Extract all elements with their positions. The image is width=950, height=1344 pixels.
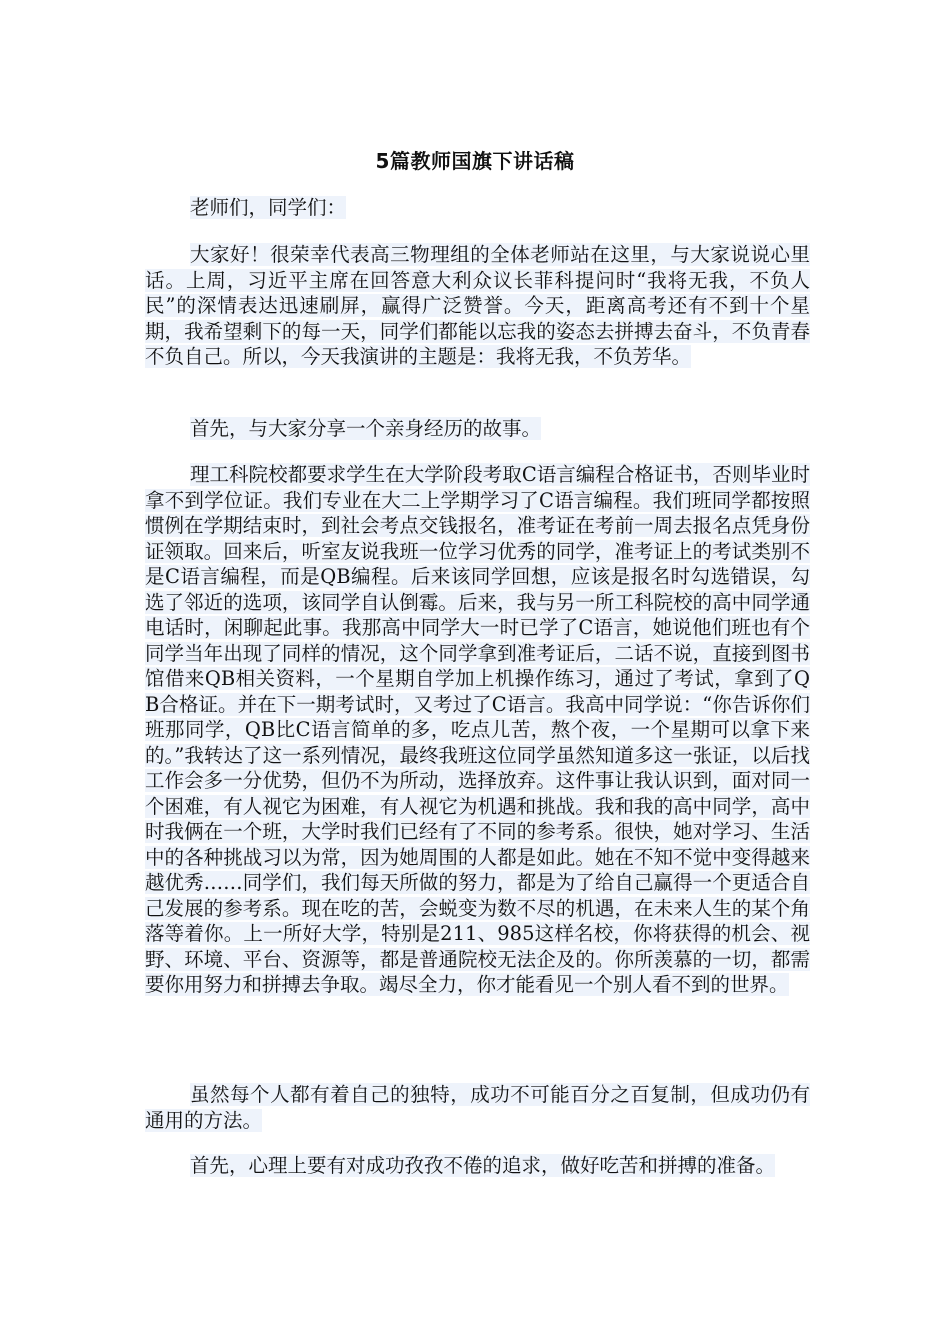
intro-paragraph: [145, 242, 810, 370]
method-text: 虽然每个人都有着自己的独特，成功不可能百分之百复制，但成功仍有通用的方法。: [145, 1083, 810, 1132]
story-lead-paragraph: [145, 416, 810, 442]
intro-text: 大家好！很荣幸代表高三物理组的全体老师站在这里，与大家说说心里话。上周，习近平主席在回答意大利众议长菲科提问时“我将无我，不负人民”的深情表达迅速刷屏，赢得广泛赞誉。今天，距离高考还有不到十个星期，我希望剩下的每一天，同学们都能以忘我的姿态去拼搏去奋斗，不负青春不负自己。所以，今天我演讲的主题是：我将无我，不负芳华。: [145, 243, 810, 368]
document-title: 5篇教师国旗下讲话稿: [375, 149, 575, 173]
greeting-text: 老师们，同学们：: [190, 196, 347, 219]
story-paragraph: [145, 462, 810, 998]
mindset-text: 首先，心理上要有对成功孜孜不倦的追求，做好吃苦和拼搏的准备。: [190, 1154, 776, 1177]
mindset-paragraph: [145, 1153, 810, 1179]
method-paragraph: [145, 1082, 810, 1133]
story-lead-text: 首先，与大家分享一个亲身经历的故事。: [190, 417, 542, 440]
story-text: 理工科院校都要求学生在大学阶段考取C语言编程合格证书，否则毕业时拿不到学位证。我们专业在大二上学期学习了C语言编程。我们班同学都按照惯例在学期结束时，到社会考点交钱报名，准考证在考前一周去报名点凭身份证领取。回来后，听室友说我班一位学习优秀的同学，准考证上的考试类别不是C语言编程，而是QB编程。后来该同学回想，应该是报名时勾选错误，勾选了邻近的选项，该同学自认倒霉。后来，我与另一所工科院校的高中同学通电话时，闲聊起此事。我那高中同学大一时已学了C语言，她说他们班也有个同学当年出现了同样的情况，这个同学拿到准考证后，二话不说，直接到图书馆借来QB相关资料，一个星期自学加上机操作练习，通过了考试，拿到了QB合格证。并在下一期考试时，又考过了C语言。我高中同学说：“你告诉你们班那同学，QB比C语言简单的多，吃点儿苦，熬个夜，一个星期可以拿下来的。”我转达了这一系列情况，最终我班这位同学虽然知道多这一张证，以后找工作会多一分优势，但仍不为所动，选择放弃。这件事让我认识到，面对同一个困难，有人视它为困难，有人视它为机遇和挑战。我和我的高中同学，高中时我俩在一个班，大学时我们已经有了不同的参考系。很快，她对学习、生活中的各种挑战习以为常，因为她周围的人都是如此。她在不知不觉中变得越来越优秀……同学们，我们每天所做的努力，都是为了给自己赢得一个更适合自己发展的参考系。现在吃的苦，会蜕变为数不尽的机遇，在未来人生的某个角落等着你。上一所好大学，特别是211、985这样名校，你将获得的机会、视野、环境、平台、资源等，都是普通院校无法企及的。你所羡慕的一切，都需要你用努力和拼搏去争取。竭尽全力，你才能看见一个别人看不到的世界。: [145, 463, 810, 996]
greeting-paragraph: [145, 195, 810, 221]
